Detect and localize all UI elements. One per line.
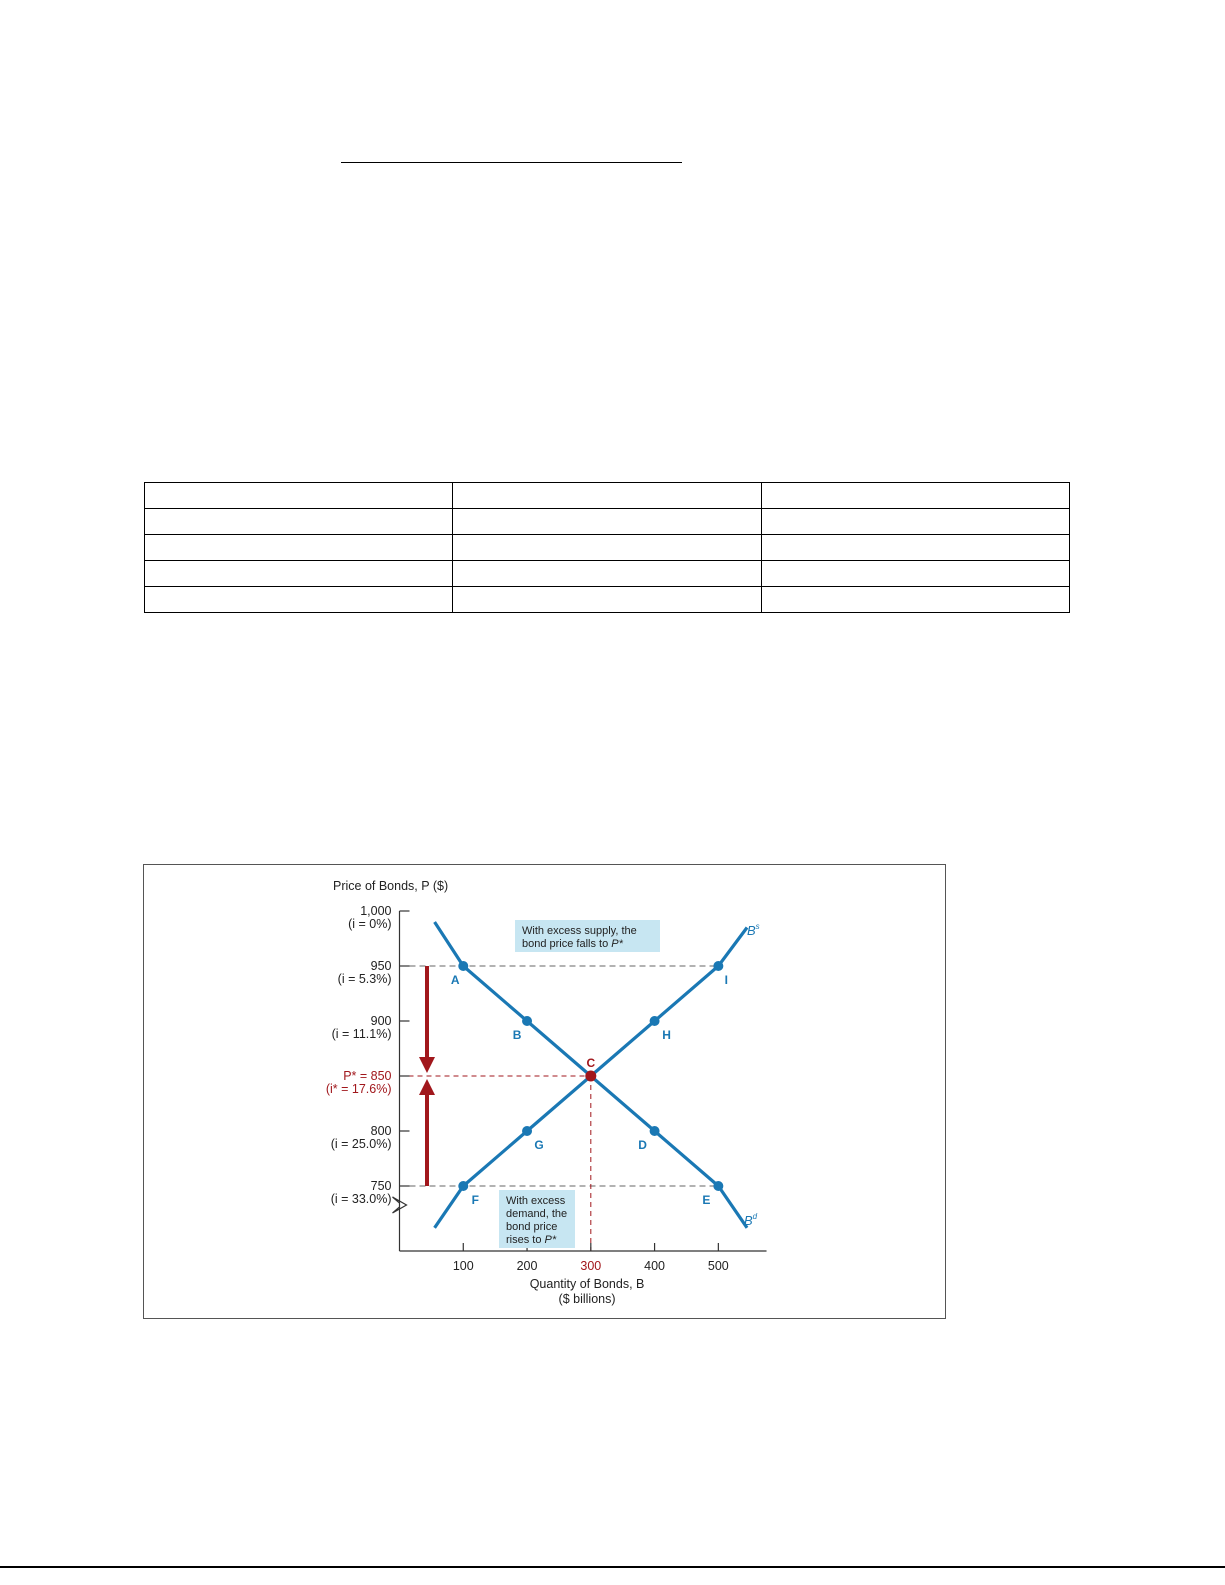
x-tick-label: 200 — [516, 1259, 538, 1273]
data-point-B — [522, 1016, 532, 1026]
excess-demand-note-line: demand, the — [506, 1208, 568, 1220]
excess-supply-note-line: bond price falls to P* — [522, 938, 623, 950]
x-tick-label: 400 — [644, 1259, 666, 1273]
x-axis-label-units: ($ billions) — [558, 1292, 616, 1306]
y-tick-rate-label: (i = 5.3%) — [337, 972, 392, 986]
data-point-F — [458, 1181, 468, 1191]
point-label-I: I — [724, 973, 729, 987]
data-point-C — [585, 1071, 596, 1082]
empty-table — [144, 482, 1070, 613]
excess-demand-note-line: rises to P* — [506, 1234, 557, 1246]
series-label-Bd: $B^d$ — [744, 1212, 758, 1228]
data-point-E — [713, 1181, 723, 1191]
y-axis-label: Price of Bonds, P ($) — [333, 879, 449, 893]
table-row — [145, 535, 1070, 561]
data-point-A — [458, 961, 468, 971]
bond-market-figure — [143, 864, 946, 1319]
y-tick-label: 1,000 — [360, 904, 392, 918]
point-label-B: B — [512, 1028, 522, 1042]
y-tick-label: P* = 850 — [343, 1069, 392, 1083]
title-underline — [341, 162, 682, 163]
data-point-H — [650, 1016, 660, 1026]
x-tick-label: 300 — [580, 1259, 602, 1273]
y-tick-rate-label: (i = 25.0%) — [330, 1137, 392, 1151]
y-tick-rate-label: (i = 11.1%) — [331, 1027, 392, 1041]
table-row — [145, 509, 1070, 535]
point-label-A: A — [450, 973, 460, 987]
point-label-D: D — [638, 1138, 647, 1152]
table-row — [145, 587, 1070, 613]
excess-demand-note-line: With excess — [506, 1195, 566, 1207]
y-tick-label: 950 — [370, 959, 392, 973]
page-bottom-rule — [0, 1566, 1225, 1568]
y-tick-rate-label: (i = 0%) — [348, 917, 392, 931]
data-point-D — [650, 1126, 660, 1136]
point-label-G: G — [534, 1138, 544, 1152]
point-label-C: C — [586, 1056, 596, 1070]
data-point-G — [522, 1126, 532, 1136]
series-label-Bs: $B^s$ — [747, 922, 760, 938]
point-label-H: H — [662, 1028, 671, 1042]
x-tick-label: 100 — [452, 1259, 474, 1273]
excess-demand-note-line: bond price — [506, 1221, 558, 1233]
table-row — [145, 483, 1070, 509]
table-row — [145, 561, 1070, 587]
y-tick-label: 900 — [370, 1014, 392, 1028]
bond-supply-demand-chart — [144, 865, 945, 1318]
excess-supply-note-line: With excess supply, the — [522, 925, 637, 937]
y-tick-label: 750 — [370, 1179, 392, 1193]
point-label-E: E — [702, 1193, 711, 1207]
data-point-I — [713, 961, 723, 971]
x-axis-label: Quantity of Bonds, B — [529, 1277, 645, 1291]
x-tick-label: 500 — [707, 1259, 729, 1273]
y-tick-label: 800 — [370, 1124, 392, 1138]
point-label-F: F — [471, 1193, 479, 1207]
y-tick-rate-label: (i* = 17.6%) — [325, 1082, 392, 1096]
y-tick-rate-label: (i = 33.0%) — [330, 1192, 392, 1206]
